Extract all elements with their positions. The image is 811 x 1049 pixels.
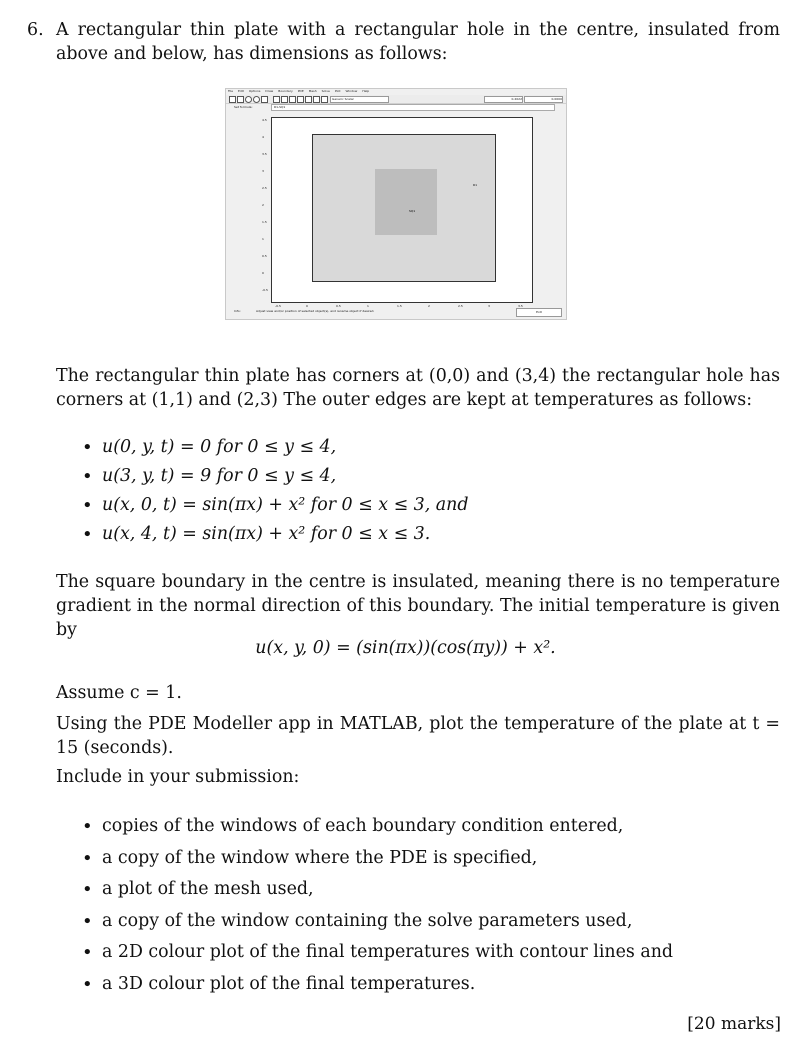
pde-spec-icon[interactable] (281, 96, 288, 103)
solve-icon[interactable] (305, 96, 312, 103)
mode-dropdown[interactable]: Generic Scalar (330, 96, 389, 103)
menu-boundary[interactable]: Boundary (278, 89, 293, 93)
set-formula-input[interactable]: R1-SQ1 (271, 104, 555, 111)
y-tick: 1.5 (262, 220, 267, 224)
label-sq1: SQ1 (409, 209, 416, 213)
include-heading: Include in your submission: (56, 767, 300, 787)
x-tick: 1 (367, 304, 369, 308)
status-label: Info: (234, 309, 241, 313)
list-item: • u(x, 0, t) = sin(πx) + x² for 0 ≤ x ≤ 3, and (82, 491, 469, 520)
y-tick: 3.5 (262, 152, 267, 156)
draw-polygon-icon[interactable] (261, 96, 268, 103)
y-tick: -0.5 (262, 288, 268, 292)
geometry-axes[interactable] (262, 117, 533, 308)
draw-rectangle-icon[interactable] (229, 96, 236, 103)
initial-condition-equation: u(x, y, 0) = (sin(πx))(cos(πy)) + x². (255, 638, 556, 658)
y-readout: 0.0000 (524, 96, 563, 103)
menu-options[interactable]: Options (248, 89, 261, 93)
menu-solve[interactable]: Solve (321, 89, 330, 93)
set-formula-label: Set formula: (234, 105, 253, 109)
list-item: • a plot of the mesh used, (82, 874, 673, 906)
y-tick: 1 (262, 237, 264, 241)
boundary-conditions-list (82, 433, 469, 549)
init-mesh-icon[interactable] (289, 96, 296, 103)
list-item: • a 2D colour plot of the final temperatures with contour lines and (82, 937, 673, 969)
menu-draw[interactable]: Draw (265, 89, 274, 93)
y-tick: 3 (262, 169, 264, 173)
menu-edit[interactable]: Edit (238, 89, 244, 93)
menu-window[interactable]: Window (345, 89, 358, 93)
y-tick: 4.5 (262, 118, 267, 122)
refine-mesh-icon[interactable] (297, 96, 304, 103)
list-item: • u(x, 4, t) = sin(πx) + x² for 0 ≤ x ≤ 3. (82, 520, 469, 549)
draw-ellipse-icon[interactable] (245, 96, 252, 103)
submission-items-list (82, 811, 673, 1000)
y-tick: 4 (262, 135, 264, 139)
toolbar (226, 95, 566, 104)
matlab-pde-modeler-screenshot (225, 88, 567, 320)
x-tick: 0 (306, 304, 308, 308)
task-description: Using the PDE Modeller app in MATLAB, plot the temperature of the plate at t = 15 (seconds). (56, 714, 780, 758)
x-tick: 2 (428, 304, 430, 308)
y-tick: 2 (262, 203, 264, 207)
menu-file[interactable]: File (228, 89, 234, 93)
set-formula-row (226, 104, 566, 110)
draw-ellipse-centre-icon[interactable] (253, 96, 260, 103)
x-tick: 2.5 (458, 304, 463, 308)
x-tick: 3.5 (518, 304, 523, 308)
y-tick: 0.5 (262, 254, 267, 258)
menu-help[interactable]: Help (362, 89, 370, 93)
plot-icon[interactable] (313, 96, 320, 103)
status-text: Adjust view and/or position of selected object(s), and rename object if desired. (256, 309, 375, 313)
list-item: • a copy of the window where the PDE is specified, (82, 843, 673, 875)
list-item: • u(0, y, t) = 0 for 0 ≤ y ≤ 4, (82, 433, 469, 462)
zoom-icon[interactable] (321, 96, 328, 103)
x-tick: 3 (488, 304, 490, 308)
boundary-mode-icon[interactable] (273, 96, 280, 103)
square-sq1[interactable] (375, 169, 437, 235)
y-tick: 2.5 (262, 186, 267, 190)
x-tick: -0.5 (275, 304, 281, 308)
insulated-description: The square boundary in the centre is insulated, meaning there is no temperature gradient in the normal direction of this boundary. The initial temperature is given by (56, 572, 780, 640)
list-item: • a copy of the window containing the solve parameters used, (82, 906, 673, 938)
menu-plot[interactable]: Plot (334, 89, 341, 93)
list-item: • copies of the windows of each boundary condition entered, (82, 811, 673, 843)
exit-button[interactable]: Exit (516, 308, 562, 317)
rectangle-r1[interactable] (312, 134, 496, 282)
label-r1: R1 (473, 183, 477, 187)
x-readout: 0.2022 (484, 96, 523, 103)
menu-pde[interactable]: PDE (297, 89, 304, 93)
question-number: 6. (27, 20, 44, 40)
list-item: • a 3D colour plot of the final temperatures. (82, 969, 673, 1001)
status-bar (226, 305, 566, 318)
question-intro: A rectangular thin plate with a rectangular hole in the centre, insulated from above and below, has dimensions as follows: (56, 20, 780, 64)
x-tick: 0.5 (336, 304, 341, 308)
y-tick: 0 (262, 271, 264, 275)
plate-description: The rectangular thin plate has corners at (0,0) and (3,4) the rectangular hole has corners at (1,1) and (2,3) The outer edges are kept at temperatures as follows: (56, 366, 780, 410)
menu-mesh[interactable]: Mesh (308, 89, 317, 93)
assumption: Assume c = 1. (56, 683, 182, 703)
marks: [20 marks] (687, 1014, 781, 1034)
draw-rectangle-centre-icon[interactable] (237, 96, 244, 103)
list-item: • u(3, y, t) = 9 for 0 ≤ y ≤ 4, (82, 462, 469, 491)
x-tick: 1.5 (397, 304, 402, 308)
